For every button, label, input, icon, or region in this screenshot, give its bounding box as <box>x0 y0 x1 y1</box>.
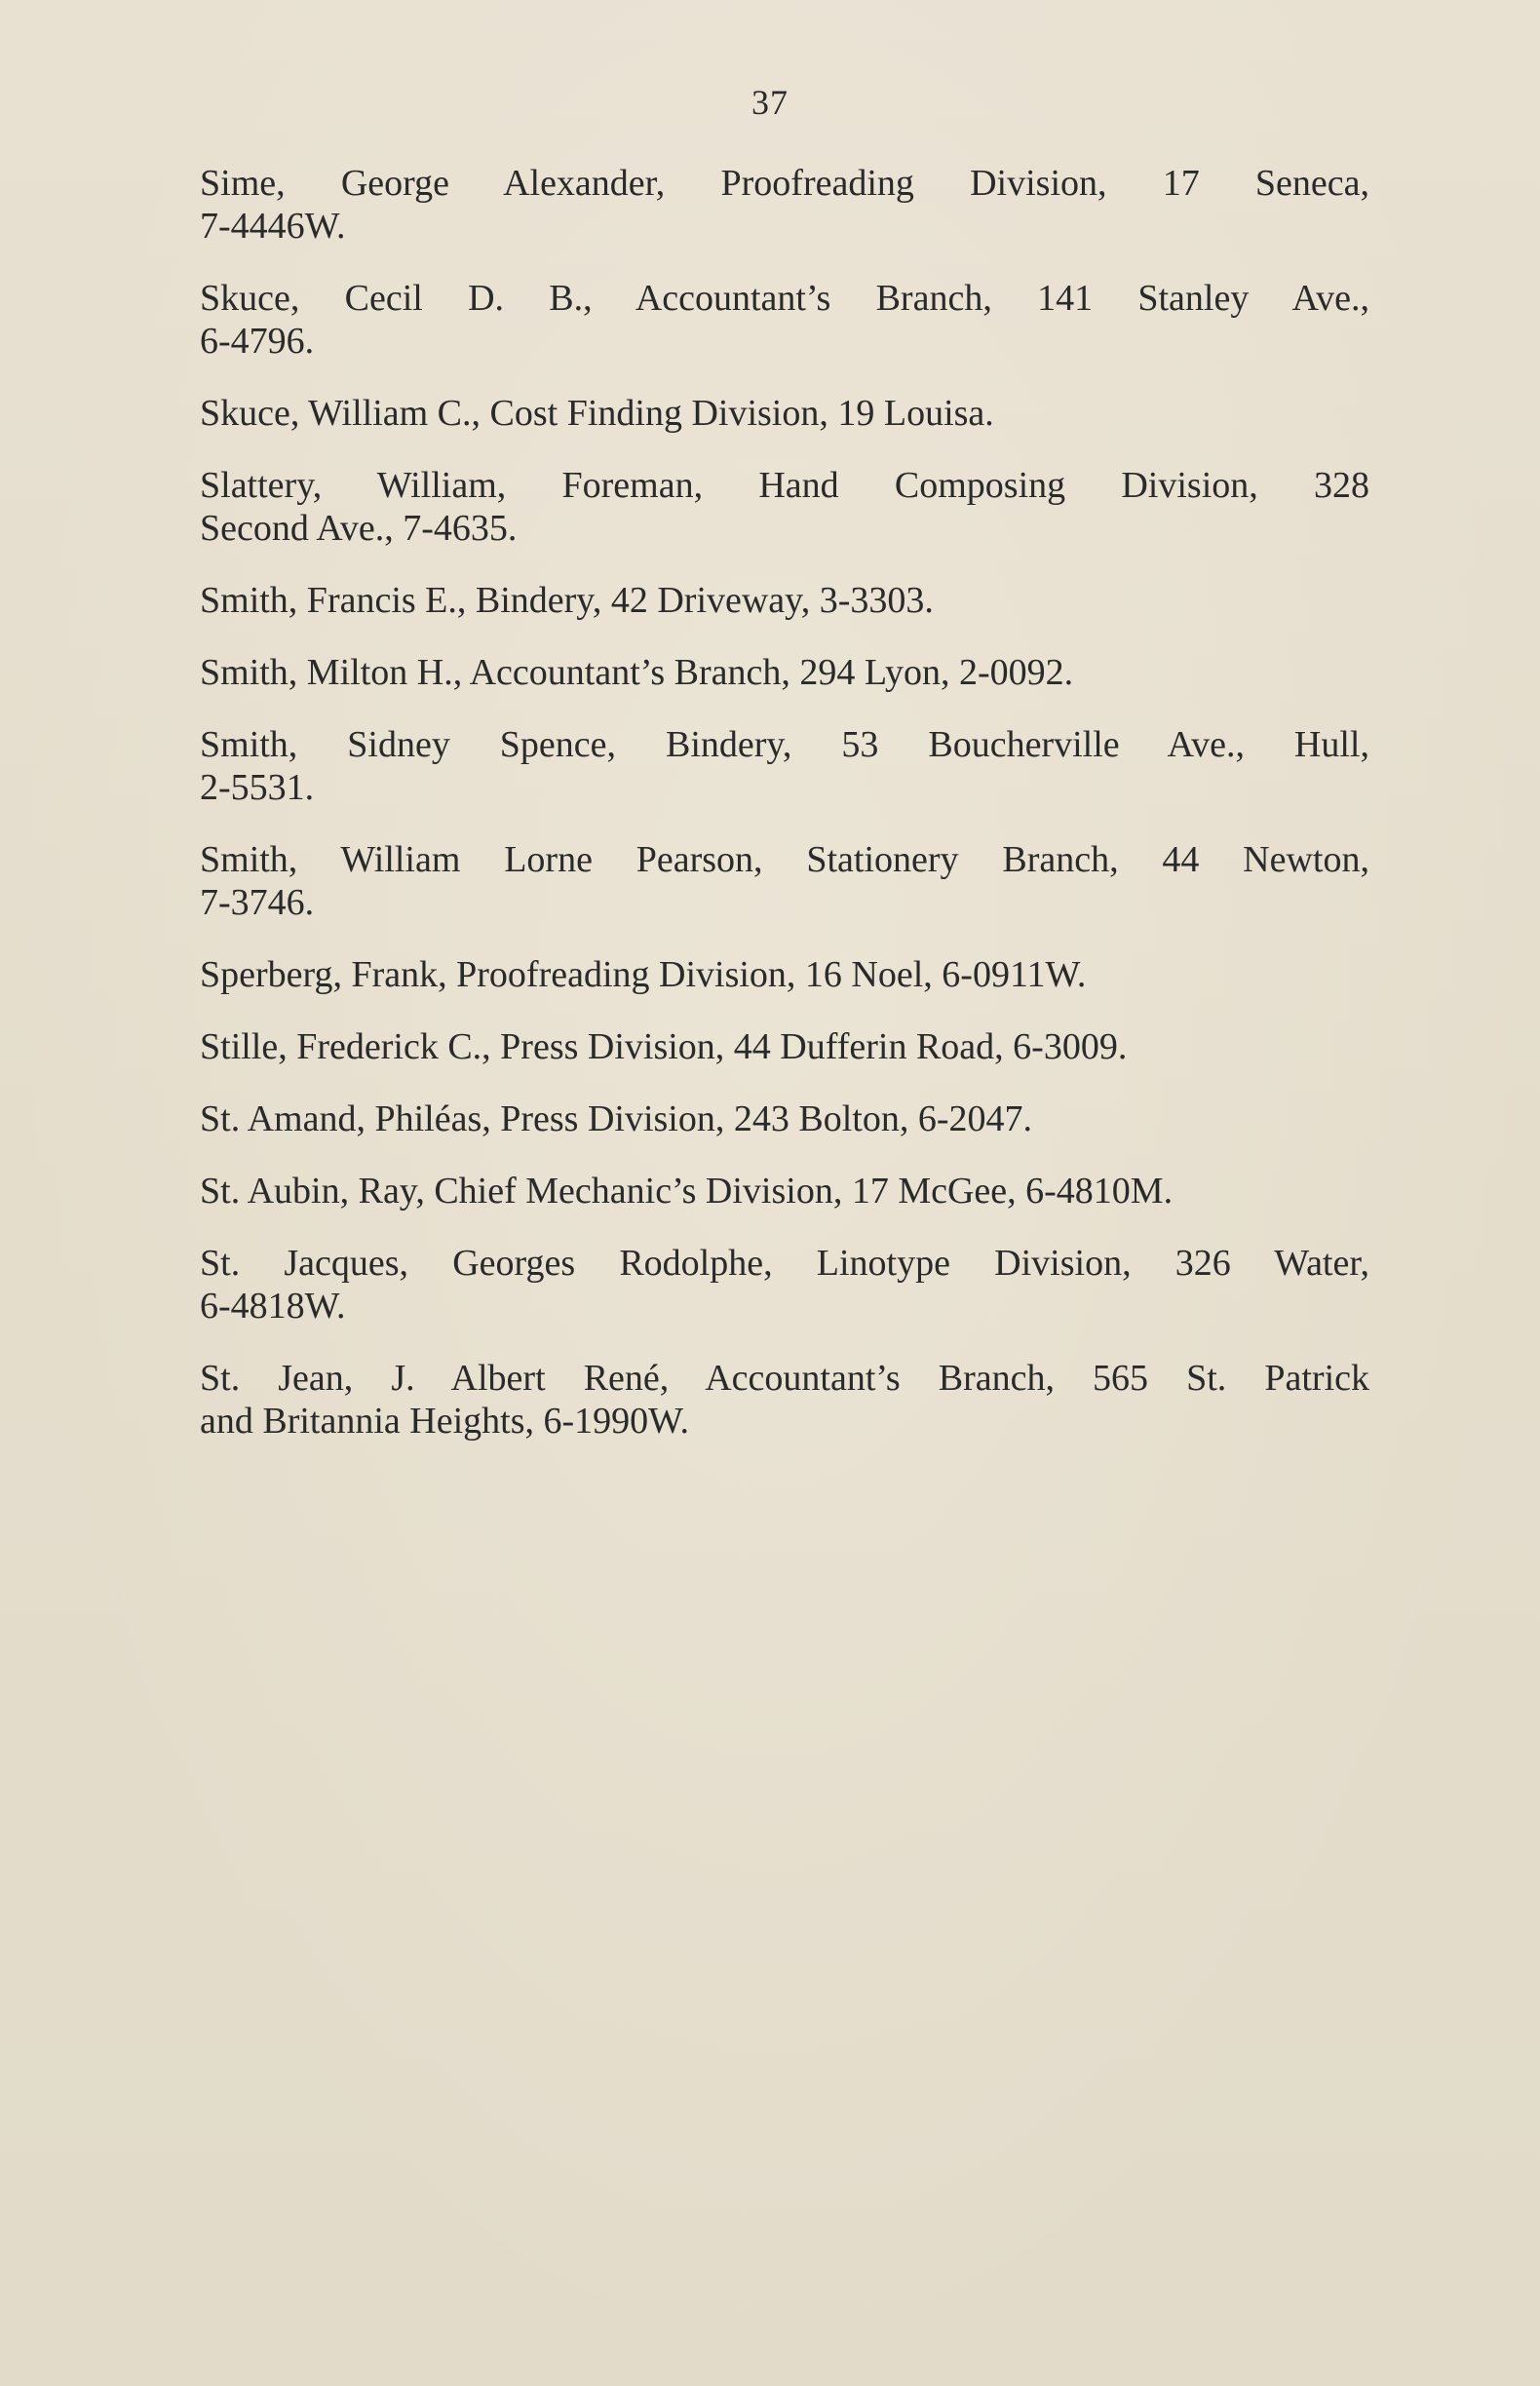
entry-line: Smith, William Lorne Pearson, Stationery Branch, 44 Newton, <box>200 839 1369 880</box>
directory-entry <box>200 277 1369 363</box>
entry-continuation: 7-4446W. <box>200 206 346 247</box>
entry-line: Sime, George Alexander, Proofreading Division, 17 Seneca, <box>200 163 1369 204</box>
entry-line: Sperberg, Frank, Proofreading Division, 16 Noel, 6-0911W. <box>200 954 1087 995</box>
directory-entry <box>200 1025 1369 1068</box>
directory-entry <box>200 953 1369 996</box>
entry-line: Smith, Sidney Spence, Bindery, 53 Boucherville Ave., Hull, <box>200 724 1369 765</box>
directory-entry <box>200 162 1369 248</box>
entry-continuation: 6-4818W. <box>200 1286 346 1327</box>
entry-line: Smith, Milton H., Accountant’s Branch, 294 Lyon, 2-0092. <box>200 652 1074 693</box>
entry-line: Stille, Frederick C., Press Division, 44 Dufferin Road, 6-3009. <box>200 1026 1128 1067</box>
entry-line: St. Amand, Philéas, Press Division, 243 Bolton, 6-2047. <box>200 1098 1032 1139</box>
directory-entry <box>200 1170 1369 1212</box>
page-number: 37 <box>751 83 789 122</box>
entry-continuation: and Britannia Heights, 6-1990W. <box>200 1401 690 1442</box>
entry-continuation: 7-3746. <box>200 882 315 923</box>
directory-entry <box>200 651 1369 694</box>
entry-continuation: Second Ave., 7-4635. <box>200 508 518 549</box>
entry-line: St. Jean, J. Albert René, Accountant’s Branch, 565 St. Patrick <box>200 1358 1369 1399</box>
entry-line: Skuce, William C., Cost Finding Division, 19 Louisa. <box>200 393 994 434</box>
directory-entry <box>200 723 1369 809</box>
entry-line: Smith, Francis E., Bindery, 42 Driveway, 3-3303. <box>200 580 934 621</box>
entry-line: St. Jacques, Georges Rodolphe, Linotype Division, 326 Water, <box>200 1243 1369 1284</box>
entry-continuation: 6-4796. <box>200 321 315 362</box>
directory-entry <box>200 392 1369 435</box>
entry-continuation: 2-5531. <box>200 767 315 808</box>
directory-entry <box>200 1357 1369 1443</box>
directory-entries <box>200 162 1369 1472</box>
entry-line: St. Aubin, Ray, Chief Mechanic’s Division, 17 McGee, 6-4810M. <box>200 1171 1174 1212</box>
directory-entry <box>200 579 1369 622</box>
directory-entry <box>200 838 1369 924</box>
entry-line: Slattery, William, Foreman, Hand Composing Division, 328 <box>200 465 1369 506</box>
directory-entry <box>200 1242 1369 1328</box>
directory-entry <box>200 464 1369 550</box>
directory-entry <box>200 1097 1369 1140</box>
entry-line: Skuce, Cecil D. B., Accountant’s Branch, 141 Stanley Ave., <box>200 278 1369 319</box>
